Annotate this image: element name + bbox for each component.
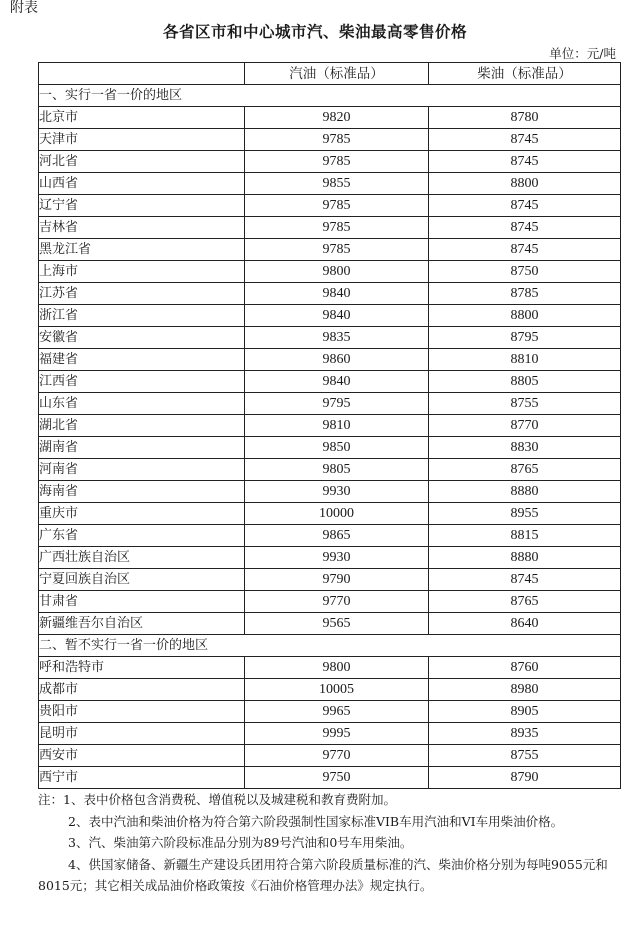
gasoline-price: 9820: [245, 107, 429, 129]
diesel-price: 8880: [429, 481, 621, 503]
table-row: [39, 151, 621, 173]
region-name: 甘肃省: [39, 591, 245, 613]
region-name: 贵阳市: [39, 701, 245, 723]
region-name: 呼和浩特市: [39, 657, 245, 679]
gasoline-price: 9805: [245, 459, 429, 481]
section-label: 二、暂不实行一省一价的地区: [39, 635, 621, 657]
region-name: 天津市: [39, 129, 245, 151]
diesel-price: 8830: [429, 437, 621, 459]
diesel-price: 8765: [429, 459, 621, 481]
diesel-price: 8745: [429, 129, 621, 151]
region-name: 成都市: [39, 679, 245, 701]
gasoline-price: 9860: [245, 349, 429, 371]
table-row: [39, 591, 621, 613]
region-name: 海南省: [39, 481, 245, 503]
region-name: 上海市: [39, 261, 245, 283]
gasoline-price: 9995: [245, 723, 429, 745]
gasoline-price: 9865: [245, 525, 429, 547]
diesel-price: 8770: [429, 415, 621, 437]
table-row: [39, 745, 621, 767]
region-name: 广西壮族自治区: [39, 547, 245, 569]
table-row: [39, 261, 621, 283]
note-3: 3、汽、柴油第六阶段标准品分别为89号汽油和0号车用柴油。: [68, 835, 413, 850]
page-title: 各省区市和中心城市汽、柴油最高零售价格: [162, 23, 467, 41]
gasoline-price: 9800: [245, 261, 429, 283]
diesel-price: 8750: [429, 261, 621, 283]
diesel-price: 8810: [429, 349, 621, 371]
region-name: 北京市: [39, 107, 245, 129]
table-row: [39, 437, 621, 459]
region-name: 黑龙江省: [39, 239, 245, 261]
section-label: 一、实行一省一价的地区: [39, 85, 621, 107]
region-name: 辽宁省: [39, 195, 245, 217]
table-row: [39, 701, 621, 723]
gasoline-price: 10000: [245, 503, 429, 525]
header-diesel: 柴油（标准品）: [429, 63, 621, 85]
table-row: [39, 613, 621, 635]
region-name: 西宁市: [39, 767, 245, 789]
table-row: [39, 349, 621, 371]
table-row: [39, 459, 621, 481]
table-row: [39, 481, 621, 503]
diesel-price: 8800: [429, 305, 621, 327]
region-name: 安徽省: [39, 327, 245, 349]
gasoline-price: 9750: [245, 767, 429, 789]
region-name: 浙江省: [39, 305, 245, 327]
table-row: [39, 679, 621, 701]
region-name: 西安市: [39, 745, 245, 767]
gasoline-price: 9840: [245, 371, 429, 393]
region-name: 河南省: [39, 459, 245, 481]
gasoline-price: 9785: [245, 195, 429, 217]
diesel-price: 8880: [429, 547, 621, 569]
diesel-price: 8955: [429, 503, 621, 525]
table-row: [39, 547, 621, 569]
diesel-price: 8795: [429, 327, 621, 349]
diesel-price: 8780: [429, 107, 621, 129]
gasoline-price: 9785: [245, 151, 429, 173]
diesel-price: 8745: [429, 217, 621, 239]
table-row: [39, 283, 621, 305]
gasoline-price: 9770: [245, 591, 429, 613]
diesel-price: 8745: [429, 151, 621, 173]
gasoline-price: 9840: [245, 283, 429, 305]
notes: [38, 789, 610, 897]
section-row: [39, 635, 621, 657]
diesel-price: 8815: [429, 525, 621, 547]
gasoline-price: 9790: [245, 569, 429, 591]
region-name: 山东省: [39, 393, 245, 415]
table-row: [39, 173, 621, 195]
gasoline-price: 9965: [245, 701, 429, 723]
gasoline-price: 10005: [245, 679, 429, 701]
gasoline-price: 9770: [245, 745, 429, 767]
table-header-row: [39, 63, 621, 85]
diesel-price: 8785: [429, 283, 621, 305]
table-row: [39, 569, 621, 591]
table-row: [39, 305, 621, 327]
region-name: 吉林省: [39, 217, 245, 239]
diesel-price: 8755: [429, 745, 621, 767]
gasoline-price: 9840: [245, 305, 429, 327]
region-name: 江西省: [39, 371, 245, 393]
region-name: 山西省: [39, 173, 245, 195]
diesel-price: 8800: [429, 173, 621, 195]
gasoline-price: 9855: [245, 173, 429, 195]
table-row: [39, 195, 621, 217]
diesel-price: 8980: [429, 679, 621, 701]
diesel-price: 8805: [429, 371, 621, 393]
table-row: [39, 371, 621, 393]
region-name: 福建省: [39, 349, 245, 371]
gasoline-price: 9930: [245, 481, 429, 503]
region-name: 广东省: [39, 525, 245, 547]
note-1: 注：1、表中价格包含消费税、增值税以及城建税和教育费附加。: [38, 792, 396, 807]
unit-label: 单位：元/吨: [549, 46, 616, 61]
attachment-label: 附表: [10, 0, 38, 16]
diesel-price: 8745: [429, 195, 621, 217]
table-row: [39, 393, 621, 415]
gasoline-price: 9810: [245, 415, 429, 437]
table-row: [39, 657, 621, 679]
table-row: [39, 129, 621, 151]
gasoline-price: 9785: [245, 239, 429, 261]
diesel-price: 8745: [429, 569, 621, 591]
diesel-price: 8760: [429, 657, 621, 679]
table-row: [39, 767, 621, 789]
region-name: 新疆维吾尔自治区: [39, 613, 245, 635]
table-row: [39, 239, 621, 261]
header-region: [39, 63, 245, 85]
gasoline-price: 9785: [245, 129, 429, 151]
table-row: [39, 723, 621, 745]
section-row: [39, 85, 621, 107]
region-name: 昆明市: [39, 723, 245, 745]
gasoline-price: 9930: [245, 547, 429, 569]
region-name: 重庆市: [39, 503, 245, 525]
header-gasoline: 汽油（标准品）: [245, 63, 429, 85]
gasoline-price: 9565: [245, 613, 429, 635]
diesel-price: 8640: [429, 613, 621, 635]
diesel-price: 8790: [429, 767, 621, 789]
gasoline-price: 9800: [245, 657, 429, 679]
price-table-body: [39, 85, 621, 789]
region-name: 湖南省: [39, 437, 245, 459]
diesel-price: 8935: [429, 723, 621, 745]
region-name: 河北省: [39, 151, 245, 173]
note-2: 2、表中汽油和柴油价格为符合第六阶段强制性国家标准VIB车用汽油和VI车用柴油价格。: [68, 813, 564, 829]
table-row: [39, 217, 621, 239]
table-row: [39, 327, 621, 349]
table-row: [39, 415, 621, 437]
region-name: 宁夏回族自治区: [39, 569, 245, 591]
table-row: [39, 525, 621, 547]
gasoline-price: 9795: [245, 393, 429, 415]
gasoline-price: 9850: [245, 437, 429, 459]
gasoline-price: 9785: [245, 217, 429, 239]
diesel-price: 8905: [429, 701, 621, 723]
diesel-price: 8755: [429, 393, 621, 415]
price-table: [38, 62, 621, 789]
diesel-price: 8765: [429, 591, 621, 613]
table-row: [39, 503, 621, 525]
gasoline-price: 9835: [245, 327, 429, 349]
region-name: 湖北省: [39, 415, 245, 437]
note-4: 4、供国家储备、新疆生产建设兵团用符合第六阶段质量标准的汽、柴油价格分别为每吨9055元和8015元；其它相关成品油价格政策按《石油价格管理办法》规定执行。: [38, 856, 608, 893]
diesel-price: 8745: [429, 239, 621, 261]
region-name: 江苏省: [39, 283, 245, 305]
table-row: [39, 107, 621, 129]
